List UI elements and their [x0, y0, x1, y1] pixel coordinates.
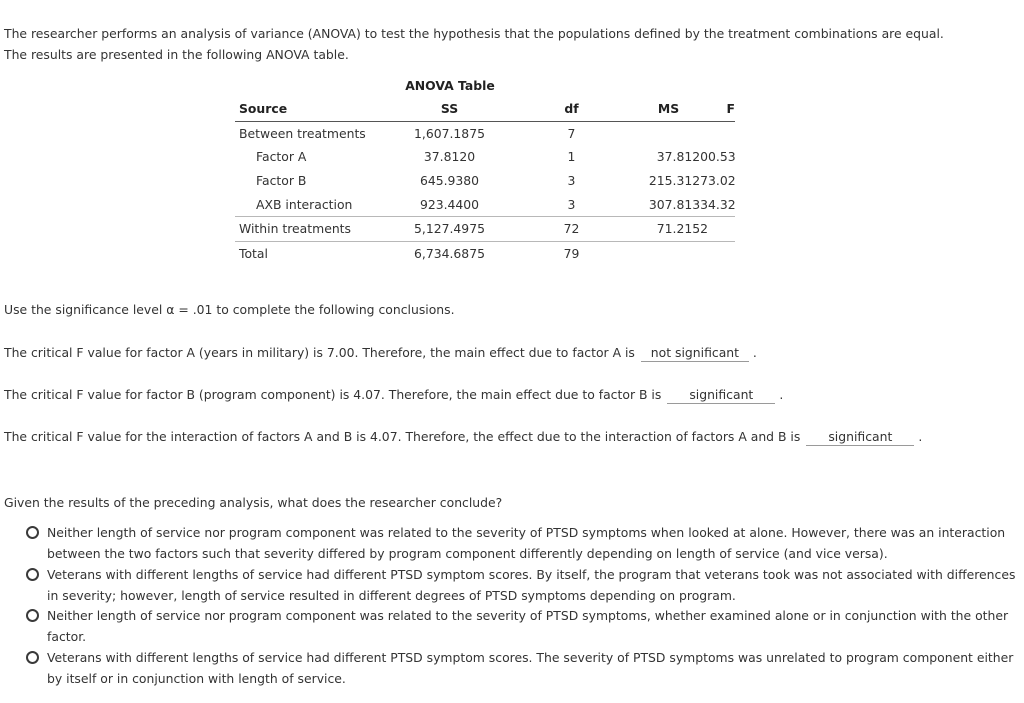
table-row [235, 169, 735, 193]
row-df: 72 [514, 216, 629, 241]
intro-paragraph [4, 24, 944, 65]
row-ms: 215.3127 [648, 173, 708, 189]
row-f [708, 121, 735, 145]
conclusion-factor-a [4, 345, 757, 362]
alpha-symbol: α [166, 302, 175, 317]
conclusion-text: The critical F value for factor A (years in military) is 7.00. Therefore, the main effect due to factor A is [4, 345, 635, 360]
table-header-row [235, 97, 735, 121]
row-ss: 923.4400 [419, 196, 480, 212]
factor-b-answer-select[interactable]: significant [667, 387, 775, 404]
row-source: Total [235, 241, 385, 265]
conclusion-interaction [4, 429, 922, 446]
significance-text-after: = .01 to complete the following conclusions. [178, 302, 455, 317]
row-ss: 1,607.1875 [414, 125, 485, 141]
option-text: Veterans with different lengths of service had different PTSD symptom scores. The severity of PTSD symptoms was unrelated to program component either by itself or in conjunction with length of service. [47, 650, 1014, 686]
significance-text-before: Use the significance level [4, 302, 163, 317]
table-row [235, 145, 735, 169]
header-ms: MS [629, 97, 708, 121]
radio-button[interactable] [26, 526, 39, 539]
intro-line-1: The researcher performs an analysis of variance (ANOVA) to test the hypothesis that the populations defined by the treatment combinations are equal. [4, 26, 944, 41]
table-row [235, 192, 735, 216]
conclusion-text: The critical F value for the interaction of factors A and B is 4.07. Therefore, the effect due to the interaction of factors A and B is [4, 429, 801, 444]
option-text: Veterans with different lengths of service had different PTSD symptom scores. By itself, the program that veterans took was not associated with differences in severity; however, length of service resulted in different degrees of PTSD symptoms depending on program. [47, 567, 1016, 603]
answer-option-3[interactable] [26, 606, 1016, 647]
row-ss: 37.8120 [423, 149, 476, 165]
row-df: 3 [567, 173, 576, 189]
anova-table-title: ANOVA Table [405, 78, 495, 93]
header-df: df [514, 97, 629, 121]
table-row [235, 121, 735, 145]
radio-button[interactable] [26, 568, 39, 581]
conclusion-period: . [779, 387, 784, 402]
conclusion-text: The critical F value for factor B (program component) is 4.07. Therefore, the main effect due to factor B is [4, 387, 662, 402]
option-text: Neither length of service nor program component was related to the severity of PTSD symptoms when looked at alone. However, there was an interaction between the two factors such that severity differed by program component differently depending on length of service (and vice versa). [47, 525, 1006, 561]
row-source: Factor A [256, 149, 307, 165]
header-source: Source [235, 97, 385, 121]
option-text: Neither length of service nor program component was related to the severity of PTSD symptoms, whether examined alone or in conjunction with the other factor. [47, 608, 1009, 644]
row-source: Within treatments [235, 216, 385, 241]
row-ms: 37.8120 [656, 149, 708, 165]
row-f: 0.53 [708, 149, 736, 165]
answer-option-4[interactable] [26, 648, 1016, 689]
interaction-answer-select[interactable]: significant [806, 429, 914, 446]
row-ss: 6,734.6875 [385, 241, 514, 265]
header-f: F [708, 97, 735, 121]
answer-option-2[interactable] [26, 565, 1016, 606]
row-f: 4.32 [708, 196, 736, 212]
row-df: 1 [567, 149, 576, 165]
row-ms: 71.2152 [629, 216, 708, 241]
row-df: 79 [514, 241, 629, 265]
row-source: Between treatments [239, 125, 366, 141]
row-f [708, 241, 735, 265]
factor-a-answer-select[interactable]: not significant [641, 345, 749, 362]
row-ss: 645.9380 [419, 173, 480, 189]
conclusion-factor-b [4, 387, 783, 404]
row-source: AXB interaction [256, 196, 353, 212]
answer-option-1[interactable] [26, 523, 1016, 564]
significance-instruction [4, 302, 455, 317]
radio-button[interactable] [26, 651, 39, 664]
row-df: 3 [567, 196, 576, 212]
header-ss: SS [385, 97, 514, 121]
radio-button[interactable] [26, 609, 39, 622]
table-row [235, 241, 735, 265]
row-f [708, 216, 735, 241]
row-ms [629, 121, 708, 145]
row-df: 7 [567, 125, 576, 141]
row-source: Factor B [256, 173, 307, 189]
anova-table [235, 97, 735, 265]
row-f: 3.02 [708, 173, 736, 189]
table-row [235, 216, 735, 241]
question-text: Given the results of the preceding analysis, what does the researcher conclude? [4, 495, 503, 510]
row-ms [629, 241, 708, 265]
row-ss: 5,127.4975 [385, 216, 514, 241]
intro-line-2: The results are presented in the following ANOVA table. [4, 46, 349, 62]
row-ms: 307.8133 [648, 196, 708, 212]
conclusion-period: . [752, 345, 757, 360]
conclusion-period: . [918, 429, 923, 444]
